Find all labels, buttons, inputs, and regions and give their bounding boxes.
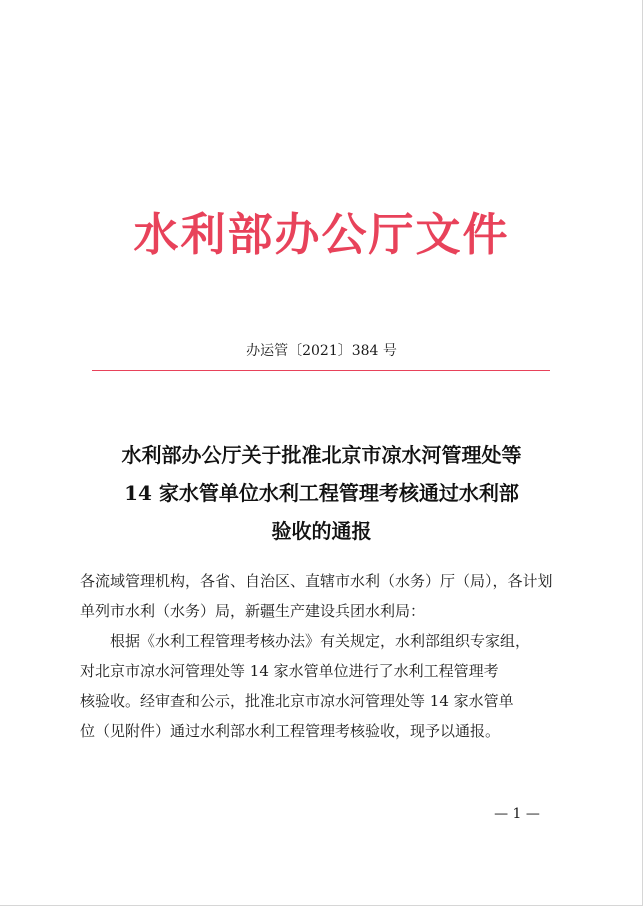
paragraph-line-1: 根据《水利工程管理考核办法》有关规定，水利部组织专家组， [110, 632, 531, 650]
notice-title-line-2: 14 家水管单位水利工程管理考核通过水利部 [124, 481, 519, 505]
red-divider-line [92, 370, 550, 371]
document-number: 办运管〔2021〕384 号 [246, 343, 397, 359]
paragraph-line-3: 核验收。经审查和公示，批准北京市凉水河管理处等 14 家水管单 [80, 692, 514, 710]
masthead-title: 水利部办公厅文件 [133, 208, 510, 261]
addressee-line-2: 单列市水利（水务）局，新疆生产建设兵团水利局： [80, 602, 426, 620]
paragraph-line-4: 位（见附件）通过水利部水利工程管理考核验收，现予以通报。 [80, 722, 501, 740]
notice-title [40, 436, 603, 550]
notice-body [80, 566, 564, 746]
addressee-line-1: 各流域管理机构，各省、自治区、直辖市水利（水务）厅（局），各计划 [80, 572, 553, 590]
paragraph-line-2: 对北京市凉水河管理处等 14 家水管单位进行了水利工程管理考 [80, 662, 499, 680]
notice-title-line-1: 水利部办公厅关于批准北京市凉水河管理处等 [121, 443, 522, 467]
notice-title-line-3: 验收的通报 [271, 519, 372, 543]
page-number: — 1 — [494, 806, 540, 822]
